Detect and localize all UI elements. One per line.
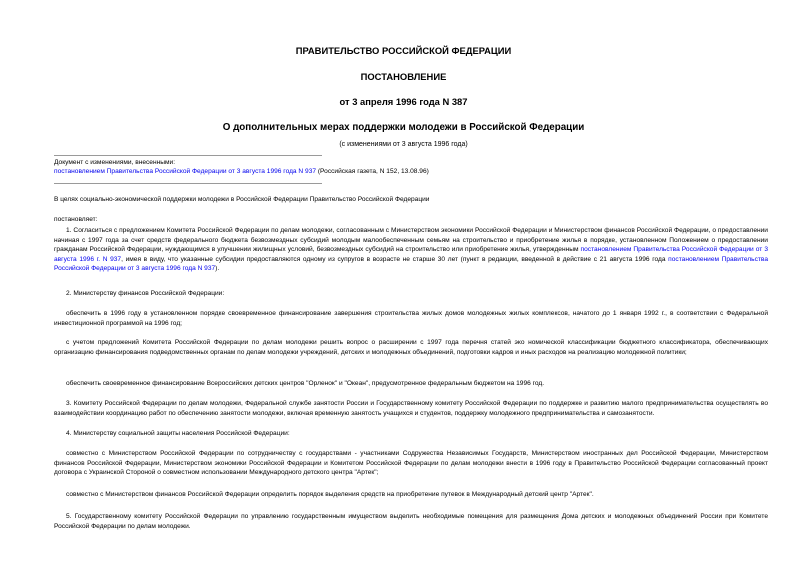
paragraph-4: 4. Министерству социальной защиты населения Российской Федерации: <box>66 430 290 437</box>
decree-word: постановляет: <box>54 216 98 223</box>
paragraph-4a: совместно с Министерством Российской Федерации по сотрудничеству с государствами - участниками Содружества Независимых Государств, Министерством иностранных дел Российской Федерации, Министерством финансов Российской Федерации, Министерством экономики Российской Федерации и Комитетом Российской Федерации по делам молодежи внести в 1996 году в Правительство Российской Федерации согласованный проект договора с Украинской Стороной о совместном использовании Международного детского центра "Артек"; <box>54 450 768 477</box>
bottom-divider <box>54 183 322 184</box>
amendment-note: (с изменениями от 3 августа 1996 года) <box>339 141 468 148</box>
paragraph-1-link-2[interactable]: постановлением Правительства Российской Федерации от 3 августа 1996 года N 937 <box>54 255 769 273</box>
changes-note-line <box>54 167 754 176</box>
paragraph-1-text: 1. Согласиться с предложением Комитета Российской Федерации по делам молодежи, согласованным с Министерством экономики Российской Федерации и Министерством финансов Российской Федерации, о предоставлении начиная с 1997 года за счет средств федерального бюджета безвозмездных субсидий молодым малообеспеченным семьям на строительство и приобретение жилья в порядке, установленном Положением о предоставлении гражданам Российской Федерации, нуждающимся в улучшении жилищных условий, безвозмездных субсидий на строительство или приобретение жилья, утвержденным <box>54 227 768 254</box>
paragraph-2: 2. Министерству финансов Российской Федерации: <box>66 290 225 297</box>
top-divider <box>54 155 322 156</box>
paragraph-3: 3. Комитету Российской Федерации по делам молодежи, Федеральной службе занятости России и Государственному комитету Российской Федерации по поддержке и развитию малого предпринимательства осуществлять во взаимодействии координацию работ по обеспечению занятости молодежи, включая временную занятость учащихся и студентов, поддержку молодежного предпринимательства и самозанятости. <box>54 400 768 417</box>
paragraph-1-link-1[interactable]: постановлением Правительства Российской Федерации от 3 августа 1996 г. N 937 <box>54 246 768 263</box>
paragraph-1-middle: , имея в виду, что указанные субсидии предоставляются одному из супругов в возрасте не старше 30 лет (пункт в редакции, введенной в действие с 21 августа 1996 года <box>121 255 669 263</box>
document-title: О дополнительных мерах поддержки молодежи в Российской Федерации <box>222 122 585 133</box>
document-date: от 3 апреля 1996 года N 387 <box>339 96 468 107</box>
government-heading: ПРАВИТЕЛЬСТВО РОССИЙСКОЙ ФЕДЕРАЦИИ <box>295 45 512 56</box>
preamble: В целях социально-экономической поддержки молодежи в Российской Федерации Правительство Российской Федерации <box>54 196 430 203</box>
changes-note <box>54 158 754 177</box>
changes-note-source: (Российская газета, N 152, 13.08.96) <box>316 168 429 176</box>
paragraph-2b: с учетом предложений Комитета Российской Федерации по делам молодежи решить вопрос о расширении с 1997 года перечня статей эко номической классификации бюджетного классификатора, обеспечивающих организацию финансирования подведомственных органам по делам молодежи учреждений, детских и молодежных объединений, подготовки кадров и иных расходов на реализацию молодежной политики; <box>54 339 768 356</box>
paragraph-2c: обеспечить своевременное финансирование Всероссийских детских центров "Орленок" и "Океан", предусмотренное федеральным бюджетом на 1996 год. <box>66 380 545 387</box>
paragraph-1 <box>54 226 768 274</box>
paragraph-1-end: ). <box>215 265 220 273</box>
document-type-heading: ПОСТАНОВЛЕНИЕ <box>360 71 447 82</box>
amending-decree-link[interactable]: постановлением Правительства Российской Федерации от 3 августа 1996 года N 937 <box>54 168 317 176</box>
paragraph-2a: обеспечить в 1996 году в установленном порядке своевременное финансирование завершения строительства жилых домов молодежных жилых комплексов, начатого до 1 января 1992 г., в соответствии с Федеральной инвестиционной программой на 1996 год; <box>54 310 768 327</box>
paragraph-5: 5. Государственному комитету Российской Федерации по управлению государственным имуществом выделить необходимые помещения для размещения Дома детских и молодежных объединений России при Комитете Российской Федерации по делам молодежи. <box>54 513 768 530</box>
changes-note-intro: Документ с изменениями, внесенными: <box>54 159 176 166</box>
paragraph-4b: совместно с Министерством финансов Российской Федерации определить порядок выделения средств на приобретение путевок в Международный детский центр "Артек". <box>66 491 594 498</box>
